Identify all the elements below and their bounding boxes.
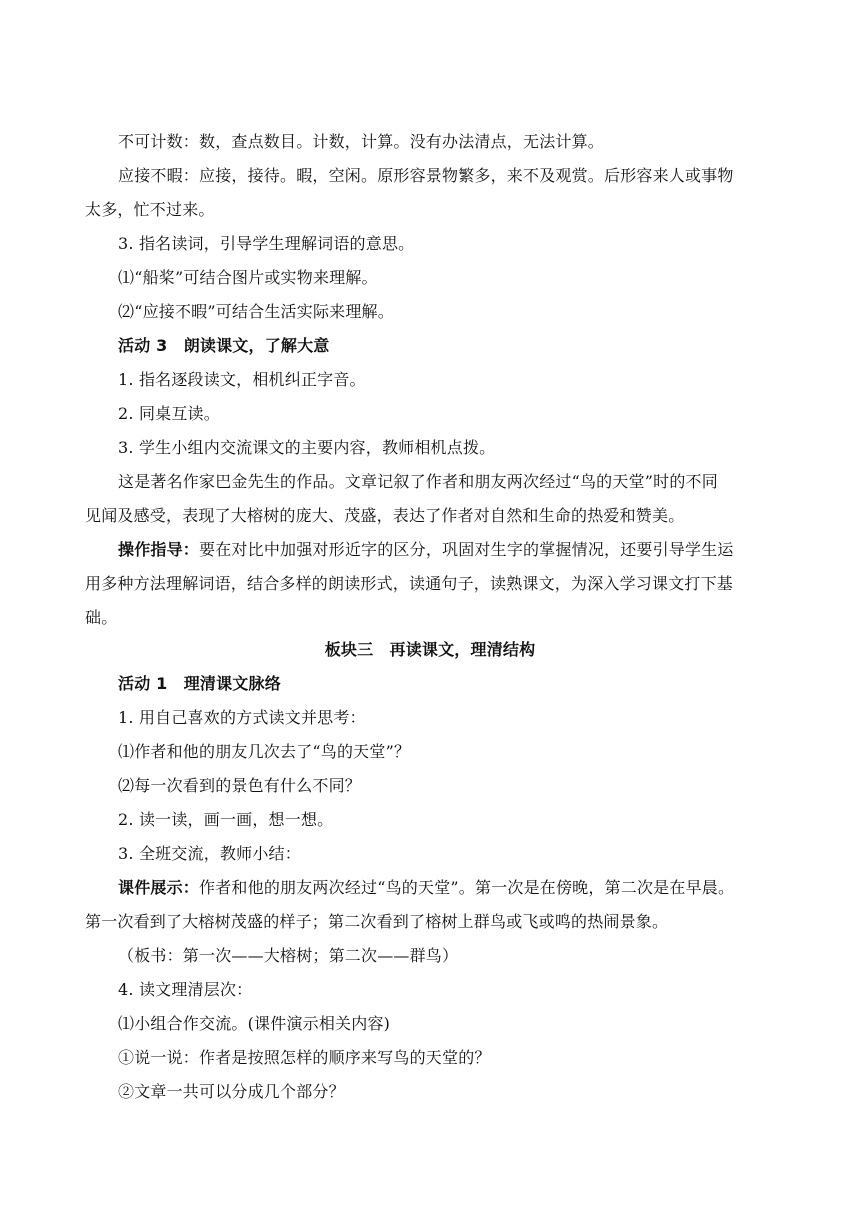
section3-step2: 2. 读一读，画一画，想一想。 (118, 810, 334, 829)
section3-step3: 3. 全班交流，教师小结： (118, 844, 301, 863)
operation-guide-line3: 础。 (85, 608, 118, 627)
courseware-text1: 作者和他的朋友两次经过“鸟的天堂”。第一次是在傍晚，第二次是在早晨。 (199, 878, 735, 897)
activity3-step3: 3. 学生小组内交流课文的主要内容，教师相机点拨。 (118, 438, 496, 457)
activity3-summary-line1: 这是著名作家巴金先生的作品。文章记叙了作者和朋友两次经过“鸟的天堂”时的不同 (118, 472, 718, 491)
courseware-line1 (118, 878, 734, 898)
activity2-step3: 3. 指名读词，引导学生理解词语的意思。 (118, 234, 415, 253)
term-yingjiebuxia-line2: 太多，忙不过来。 (85, 200, 215, 219)
operation-guide-text1: 要在对比中加强对形近字的区分，巩固对生字的掌握情况，还要引导学生运 (199, 540, 734, 559)
blackboard-note: （板书：第一次——大榕树；第二次——群鸟） (118, 946, 459, 965)
term-yingjiebuxia-line1: 应接不暇：应接，接待。暇，空闲。原形容景物繁多，来不及观赏。后形容来人或事物 (118, 166, 734, 185)
section3-question2: ⑵每一次看到的景色有什么不同？ (118, 776, 362, 795)
activity3-title: 活动 3 朗读课文，了解大意 (118, 336, 330, 355)
operation-guide-label: 操作指导： (118, 540, 200, 559)
activity2-sub1: ⑴“船桨”可结合图片或实物来理解。 (118, 268, 378, 287)
activity3-step2: 2. 同桌互读。 (118, 404, 220, 423)
section3-step4: 4. 读文理清层次： (118, 980, 253, 999)
section3-circle1: ①说一说：作者是按照怎样的顺序来写鸟的天堂的？ (118, 1048, 491, 1067)
courseware-label: 课件展示： (118, 878, 200, 897)
section3-circle2: ②文章一共可以分成几个部分？ (118, 1082, 345, 1101)
section3-step1: 1. 用自己喜欢的方式读文并思考： (118, 708, 366, 727)
section3-heading: 板块三 再读课文，理清结构 (324, 640, 536, 659)
activity3-summary-line2: 见闻及感受，表现了大榕树的庞大、茂盛，表达了作者对自然和生命的热爱和赞美。 (85, 506, 685, 525)
activity2-sub2: ⑵“应接不暇”可结合生活实际来理解。 (118, 302, 394, 321)
section3-activity1-title: 活动 1 理清课文脉络 (118, 674, 281, 693)
operation-guide-line2: 用多种方法理解词语，结合多样的朗读形式，读通句子，读熟课文，为深入学习课文打下基 (85, 574, 734, 593)
courseware-line2: 第一次看到了大榕树茂盛的样子；第二次看到了榕树上群鸟或飞或鸣的热闹景象。 (85, 912, 669, 931)
activity3-step1: 1. 指名逐段读文，相机纠正字音。 (118, 370, 366, 389)
term-bukejishu: 不可计数：数，查点数目。计数，计算。没有办法清点，无法计算。 (118, 132, 605, 151)
section3-group-task: ⑴小组合作交流。(课件演示相关内容) (118, 1014, 391, 1033)
operation-guide-line1 (118, 540, 734, 560)
section3-question1: ⑴作者和他的朋友几次去了“鸟的天堂”？ (118, 742, 411, 761)
